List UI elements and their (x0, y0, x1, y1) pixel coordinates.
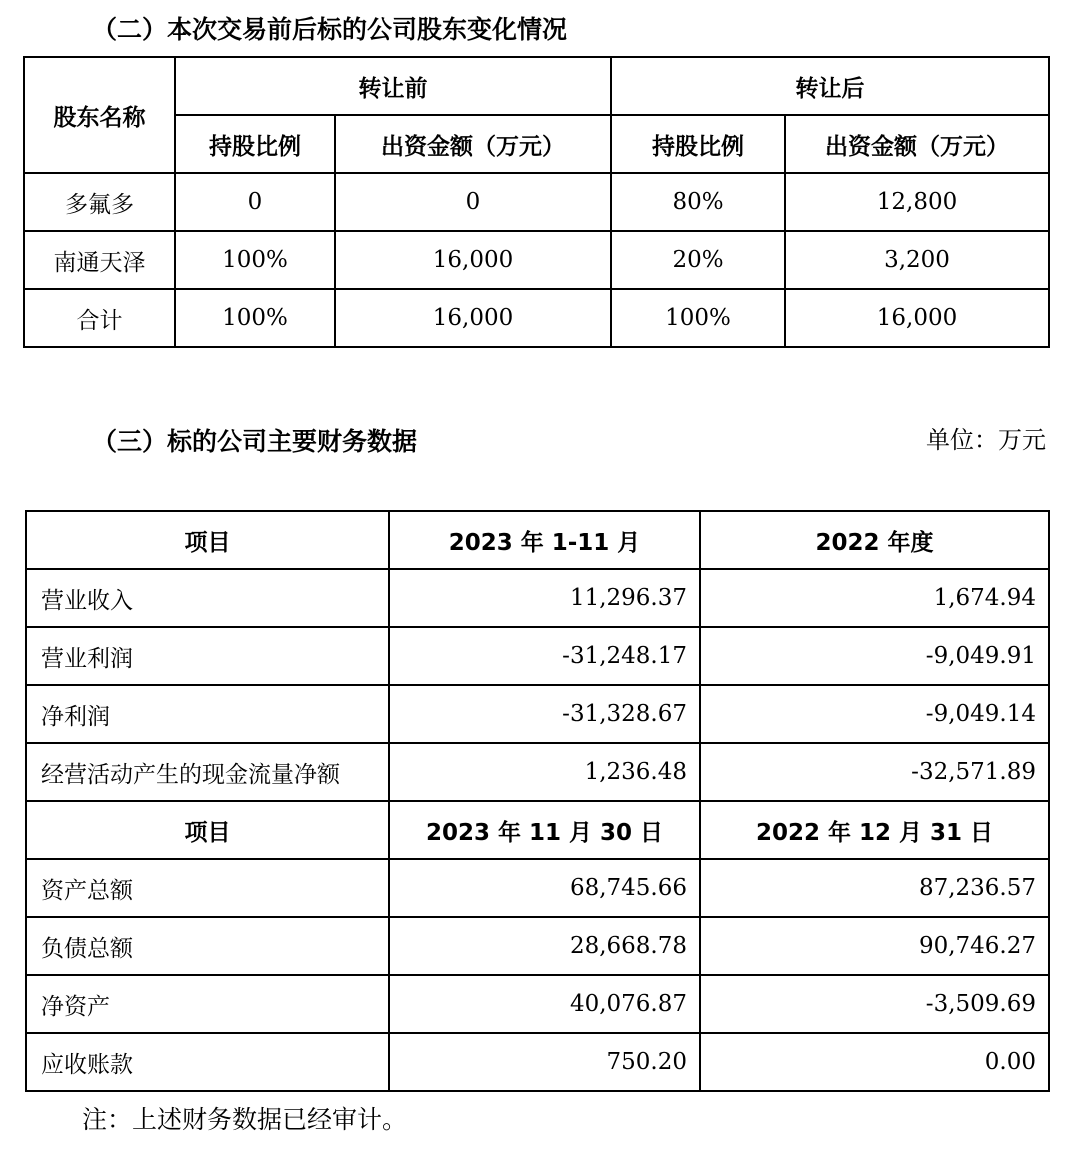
header-item-balance: 项目 (26, 801, 389, 859)
shareholder-change-table (23, 56, 1050, 348)
header-before-ratio: 持股比例 (175, 115, 335, 173)
row-value-2022: 1,674.94 (700, 569, 1049, 627)
shareholder-name: 多氟多 (24, 173, 175, 231)
shareholder-name: 南通天泽 (24, 231, 175, 289)
section2-title: （二）本次交易前后标的公司股东变化情况 (92, 15, 568, 44)
after-ratio: 100% (611, 289, 785, 347)
row-item-label: 负债总额 (26, 917, 389, 975)
header-after-amount: 出资金额（万元） (785, 115, 1049, 173)
table-row (26, 1033, 1049, 1091)
table-row (26, 917, 1049, 975)
row-value-2023: -31,248.17 (389, 627, 700, 685)
row-item-label: 营业收入 (26, 569, 389, 627)
row-item-label: 经营活动产生的现金流量净额 (26, 743, 389, 801)
row-item-label: 营业利润 (26, 627, 389, 685)
row-value-2023: 28,668.78 (389, 917, 700, 975)
header-period-2023: 2023 年 1-11 月 (389, 511, 700, 569)
row-value-2022: -9,049.91 (700, 627, 1049, 685)
row-value-2022: -9,049.14 (700, 685, 1049, 743)
row-value-2022: -3,509.69 (700, 975, 1049, 1033)
financial-data-table (25, 510, 1050, 1092)
row-value-2022: 0.00 (700, 1033, 1049, 1091)
table-row (26, 743, 1049, 801)
before-ratio: 100% (175, 289, 335, 347)
header-period-2022: 2022 年度 (700, 511, 1049, 569)
after-ratio: 80% (611, 173, 785, 231)
header-after-transfer: 转让后 (611, 57, 1049, 115)
row-value-2023: 68,745.66 (389, 859, 700, 917)
after-amount: 3,200 (785, 231, 1049, 289)
row-value-2023: 11,296.37 (389, 569, 700, 627)
table-row-total (24, 289, 1049, 347)
header-date-2022: 2022 年 12 月 31 日 (700, 801, 1049, 859)
row-item-label: 应收账款 (26, 1033, 389, 1091)
table-row (24, 173, 1049, 231)
table-row (26, 859, 1049, 917)
before-ratio: 0 (175, 173, 335, 231)
row-value-2023: 1,236.48 (389, 743, 700, 801)
header-before-amount: 出资金额（万元） (335, 115, 611, 173)
row-value-2022: 87,236.57 (700, 859, 1049, 917)
table-row (26, 569, 1049, 627)
row-item-label: 资产总额 (26, 859, 389, 917)
table-row (26, 975, 1049, 1033)
unit-label: 单位：万元 (926, 426, 1046, 454)
row-value-2022: 90,746.27 (700, 917, 1049, 975)
shareholder-name: 合计 (24, 289, 175, 347)
row-item-label: 净资产 (26, 975, 389, 1033)
table-row (26, 627, 1049, 685)
before-ratio: 100% (175, 231, 335, 289)
section3-title: （三）标的公司主要财务数据 (92, 427, 418, 456)
after-amount: 16,000 (785, 289, 1049, 347)
table-row (24, 231, 1049, 289)
header-item: 项目 (26, 511, 389, 569)
before-amount: 16,000 (335, 289, 611, 347)
before-amount: 16,000 (335, 231, 611, 289)
header-after-ratio: 持股比例 (611, 115, 785, 173)
row-value-2023: -31,328.67 (389, 685, 700, 743)
audit-note: 注：上述财务数据已经审计。 (82, 1105, 408, 1134)
row-value-2023: 750.20 (389, 1033, 700, 1091)
row-value-2023: 40,076.87 (389, 975, 700, 1033)
after-amount: 12,800 (785, 173, 1049, 231)
header-date-2023: 2023 年 11 月 30 日 (389, 801, 700, 859)
row-item-label: 净利润 (26, 685, 389, 743)
header-shareholder-name: 股东名称 (24, 57, 175, 173)
table-row (26, 685, 1049, 743)
after-ratio: 20% (611, 231, 785, 289)
header-before-transfer: 转让前 (175, 57, 611, 115)
row-value-2022: -32,571.89 (700, 743, 1049, 801)
before-amount: 0 (335, 173, 611, 231)
